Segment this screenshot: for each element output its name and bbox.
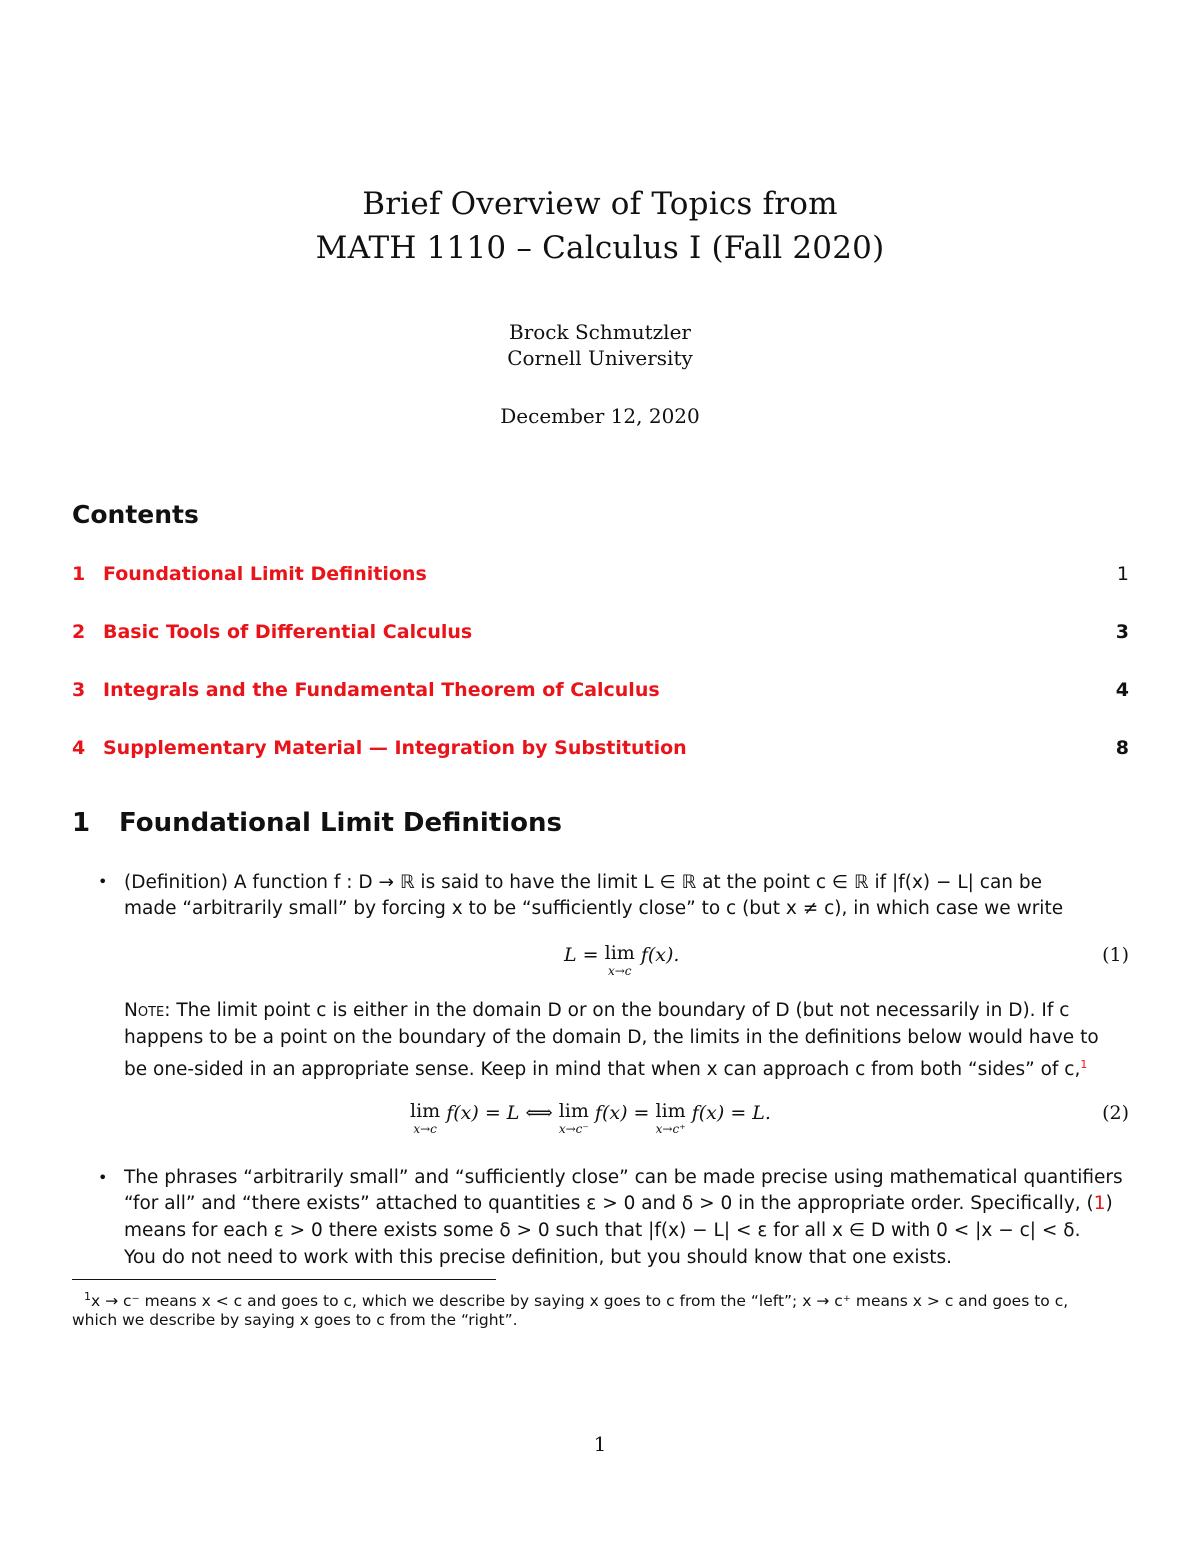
eq-part: f(x) = L ⟺: [440, 1102, 559, 1124]
eq-rhs: f(x).: [634, 944, 680, 966]
toc-link-3[interactable]: [72, 679, 660, 709]
note-text: be one-sided in an appropriate sense. Keep in mind that when x can approach c from both “sides” of c,: [124, 1059, 1081, 1081]
bullet2-line-4: You do not need to work with this precise definition, but you should know that one exists.: [124, 1247, 952, 1268]
bullet2-text: ): [1105, 1193, 1113, 1214]
toc-link-2[interactable]: [72, 621, 472, 651]
toc-entry-2[interactable]: [72, 621, 1129, 651]
bullet-icon: •: [98, 872, 108, 891]
lim-subscript: x→c⁻: [558, 1122, 589, 1136]
section-number: 1: [72, 808, 91, 838]
affiliation: Cornell University: [507, 346, 693, 370]
limit-operator: [656, 1102, 686, 1135]
toc-num: 2: [72, 621, 86, 643]
toc-page: 3: [1115, 621, 1129, 643]
lim-subscript: x→c: [607, 964, 632, 978]
date: December 12, 2020: [500, 404, 700, 428]
toc-page: 1: [1116, 563, 1129, 585]
definition-line-1: (Definition) A function f : D → ℝ is said to have the limit L ∈ ℝ at the point c ∈ ℝ if |f(x) − L| can be: [124, 872, 1043, 893]
toc-num: 3: [72, 679, 86, 701]
equation-1: [564, 944, 679, 977]
note-line-3: [124, 1052, 1129, 1084]
toc-link-4[interactable]: [72, 737, 687, 767]
limit-operator: [605, 944, 635, 977]
toc-title: Supplementary Material — Integration by Substitution: [103, 737, 687, 759]
toc-title: Basic Tools of Differential Calculus: [103, 621, 473, 643]
footnote-text: x → c⁻ means x < c and goes to c, which we describe by saying x goes to c from the “left”; x → c⁺ means x > c and goes to c,: [91, 1292, 1069, 1311]
page-number: 1: [593, 1432, 607, 1456]
title-line-2: MATH 1110 – Calculus I (Fall 2020): [315, 230, 885, 266]
toc-page: 4: [1115, 679, 1129, 701]
toc-link-1[interactable]: [72, 563, 427, 593]
title-line-1: Brief Overview of Topics from: [362, 186, 838, 222]
equation-number-1: (1): [1102, 944, 1129, 966]
section-title: Foundational Limit Definitions: [119, 808, 563, 838]
eq-lhs: L =: [564, 944, 605, 966]
footnote-line-2: which we describe by saying x goes to c from the “right”.: [72, 1311, 518, 1329]
toc-page: 8: [1115, 737, 1129, 759]
section-1-heading: [72, 808, 562, 838]
eq-part: f(x) = L.: [685, 1102, 771, 1124]
toc-num: 4: [72, 737, 86, 759]
bullet2-text: “for all” and “there exists” attached to quantities ε > 0 and δ > 0 in the appropriate order. Specifically, (: [124, 1193, 1094, 1214]
lim-word: lim: [655, 1100, 686, 1122]
toc-title: Foundational Limit Definitions: [103, 563, 427, 585]
footnote-number: 1: [84, 1290, 91, 1303]
eq-part: f(x) =: [588, 1102, 656, 1124]
footnote-marker[interactable]: 1: [1080, 1058, 1088, 1071]
limit-operator: [559, 1102, 589, 1135]
lim-subscript: x→c⁺: [655, 1122, 686, 1136]
lim-word: lim: [604, 942, 635, 964]
limit-operator: [410, 1102, 440, 1135]
note-label: Note: [124, 1000, 165, 1021]
note-text: : The limit point c is either in the domain D or on the boundary of D (but not necessarily in D). If c: [164, 1000, 1070, 1021]
author: Brock Schmutzler: [509, 320, 691, 344]
toc-entry-4[interactable]: [72, 737, 1129, 767]
toc-num: 1: [72, 563, 86, 585]
note-line-2: happens to be a point on the boundary of the domain D, the limits in the definitions below would have to: [124, 1027, 1099, 1048]
note-line-1: [124, 998, 1129, 1025]
bullet2-line-3: means for each ε > 0 there exists some δ > 0 such that |f(x) − L| < ε for all x ∈ D with 0 < |x − c| < δ.: [124, 1220, 1081, 1241]
bullet2-line-1: The phrases “arbitrarily small” and “sufficiently close” can be made precise using mathematical quantifiers: [124, 1167, 1123, 1188]
equation-2: [410, 1102, 771, 1135]
equation-number-2: (2): [1102, 1102, 1129, 1124]
toc-title: Integrals and the Fundamental Theorem of Calculus: [103, 679, 660, 701]
footnote-rule: [72, 1279, 496, 1280]
toc-entry-3[interactable]: [72, 679, 1129, 709]
toc-entry-1[interactable]: [72, 563, 1129, 593]
lim-word: lim: [558, 1100, 589, 1122]
equation-reference[interactable]: 1: [1093, 1193, 1106, 1214]
lim-word: lim: [410, 1100, 441, 1122]
definition-line-2: made “arbitrarily small” by forcing x to be “sufficiently close” to c (but x ≠ c), in which case we write: [124, 898, 1064, 919]
bullet-icon: •: [98, 1168, 108, 1187]
lim-subscript: x→c: [413, 1122, 437, 1136]
bullet2-line-2: [124, 1191, 1129, 1218]
contents-heading: Contents: [72, 500, 199, 529]
